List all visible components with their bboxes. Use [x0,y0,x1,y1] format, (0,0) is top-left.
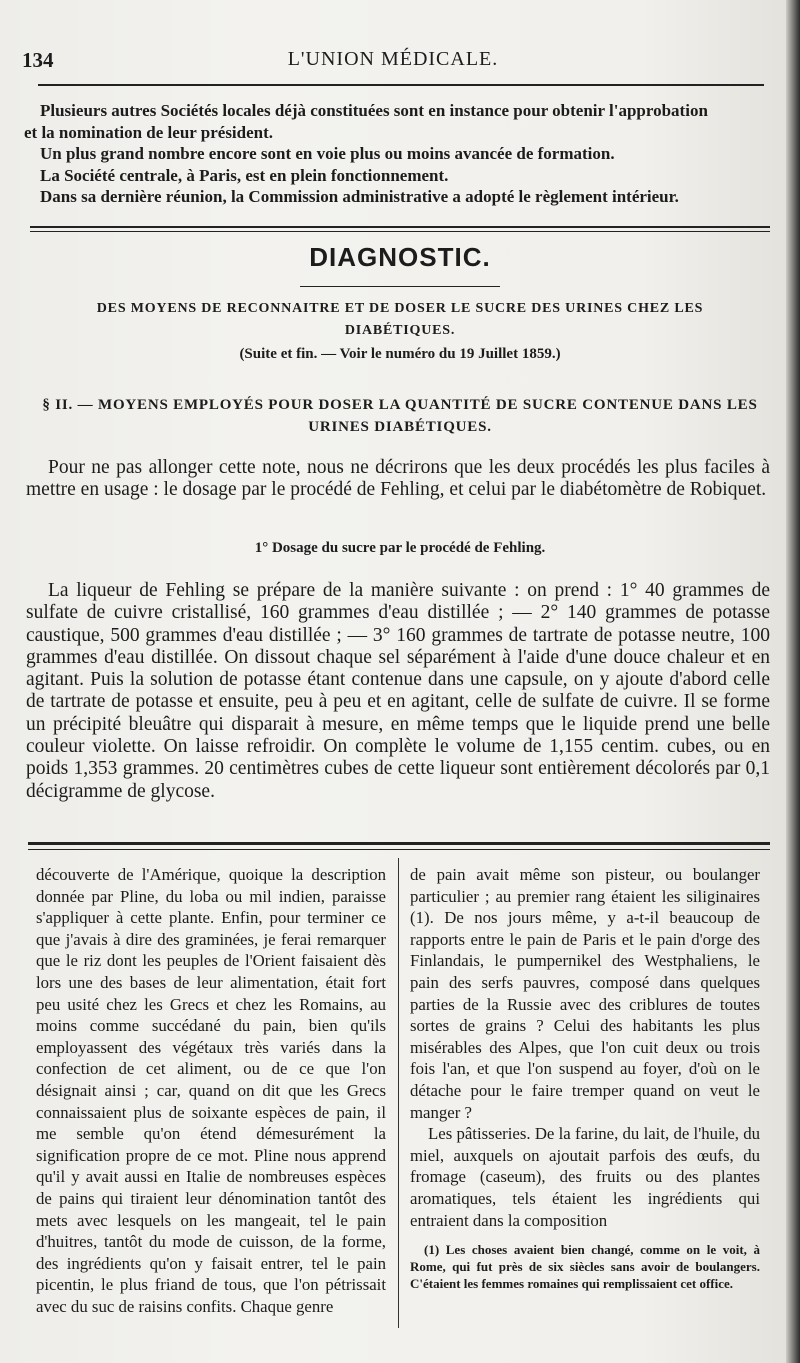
feuilleton-rule [28,842,770,845]
article-title [40,298,760,363]
paragraph-text: La liqueur de Fehling se prépare de la manière suivante : on prend : 1° 40 grammes de sulfate de cuivre cristallisé, 160 grammes d'eau distillée ; — 2° 140 grammes de potasse caustique, 500 grammes d'eau distillée ; — 3° 160 grammes de tartrate de potasse neutre, 100 grammes d'eau distillée. On dissout chaque sel séparément à l'aide d'une douce chaleur et en agitant. Puis la solution de potasse étant contenue dans une capsule, on y ajoute d'abord celle de tartrate de potasse et ensuite, peu à peu et en agitant, celle de sulfate de cuivre. Il se forme un précipité bleuâtre qui disparait à mesure, en même temps que le liquide prend une belle couleur violette. On laisse refroidir. On complète le volume de 1,155 centim. cubes, ou en poids 1,353 grammes. 20 centimètres cubes de cette liqueur sont entièrement décolorés par 0,1 décigramme de glycose. [26,580,770,802]
intro-line: Un plus grand nombre encore sont en voie plus ou moins avancée de formation. [40,144,615,163]
continuation-note: (Suite et fin. — Voir le numéro du 19 Juillet 1859.) [239,346,561,362]
section-title: DIAGNOSTIC. [309,242,491,272]
article-title-line: DIABÉTIQUES. [344,323,456,338]
article-paragraph-2 [26,580,770,803]
intro-block [24,100,768,208]
section-heading [40,394,760,438]
paragraph-text: Pour ne pas allonger cette note, nous ne décrirons que les deux procédés les plus faciles à mettre en usage : le dosage par le procédé de Fehling, et celui par le diabétomètre de Robiquet. [26,457,770,501]
section-heading-line: URINES DIABÉTIQUES. [308,419,492,435]
intro-line: La Société centrale, à Paris, est en plein fonctionnement. [40,165,449,185]
feuilleton-left-column [36,864,386,1317]
feuilleton-rule-thin [28,849,770,850]
book-spine-edge [786,0,800,1363]
feuilleton-right-column [410,864,760,1292]
intro-line: Plusieurs autres Sociétés locales déjà constituées sont en instance pour obtenir l'approbation [40,101,708,120]
article-title-line: DES MOYENS DE RECONNAITRE ET DE DOSER LE SUCRE DES URINES CHEZ LES [96,301,704,316]
page-header [22,48,764,78]
section-rule-top-thin [30,231,770,232]
footnote: (1) Les choses avaient bien changé, comme on le voit, à Rome, qui fut près de six siècles sans avoir de boulangers. C'étaient les femmes romaines qui remplissaient cet office. [410,1242,760,1292]
column-divider [398,858,399,1328]
intro-line: et la nomination de leur président. [24,122,274,142]
article-paragraph-1 [26,457,770,502]
column-text: Les pâtisseries. De la farine, du lait, de l'huile, du miel, auxquels on ajoutait parfois des œufs, du fromage (caseum), des fruits ou des plantes aromatiques, tels étaient les ingrédients qui entraient dans la composition [410,1124,760,1230]
section-rule-top [30,226,770,228]
header-rule [38,84,764,86]
page-number: 134 [22,48,54,72]
intro-line: Dans sa dernière réunion, la Commission administrative a adopté le règlement intérieur. [40,187,679,206]
journal-title: L'UNION MÉDICALE. [287,48,499,70]
column-text: de pain avait même son pisteur, ou boulanger particulier ; au premier rang étaient les siliginaires (1). De nos jours même, y a-t-il beaucoup de rapports entre le pain de Paris et le pain d'orge des Finlandais, le pumpernikel des Westphaliens, le pain des serfs pauvres, composé dans quelques parties de la Russie avec des criblures de toutes sortes de grains ? Celui des habitants les plus misérables des Alpes, que l'on cuit deux ou trois fois l'an, et que l'on suspend au foyer, d'où on le détache pour le faire tremper quand on veut le manger ? [410,865,760,1122]
section-heading-line: § II. — MOYENS EMPLOYÉS POUR DOSER LA QUANTITÉ DE SUCRE CONTENUE DANS LES [42,397,758,413]
subheading: 1° Dosage du sucre par le procédé de Fehling. [254,540,546,556]
title-underline [300,286,500,287]
column-text: découverte de l'Amérique, quoique la description donnée par Pline, du loba ou mil indien, paraisse s'appliquer à cette plante. Enfin, pour terminer ce que j'avais à dire des graminées, je ferai remarquer que le riz dont les peuples de l'Orient faisaient dès lors une des bases de leur alimentation, était fort peu usité chez les Grecs et chez les Romains, au moins comme succédané du pain, bien qu'ils employassent des végétaux très variés dans la confection de cet aliment, ou de ce que l'on désignait ainsi ; car, quand on dit que les Grecs connaissaient plus de soixante espèces de pain, il me semble qu'on étend démesurément la signification propre de ce mot. Pline nous apprend qu'il y avait aussi en Italie de nombreuses espèces de pains qui tiraient leur dénomination tantôt des mets avec lesquels on les mangeait, tel le pain d'huitres, tantôt du mode de cuisson, de la forme, des ingrédients qu'on y faisait entrer, tel le pain picentin, le plus friand de tous, que l'on pétrissait avec du suc de raisins confits. Chaque genre [36,865,386,1316]
